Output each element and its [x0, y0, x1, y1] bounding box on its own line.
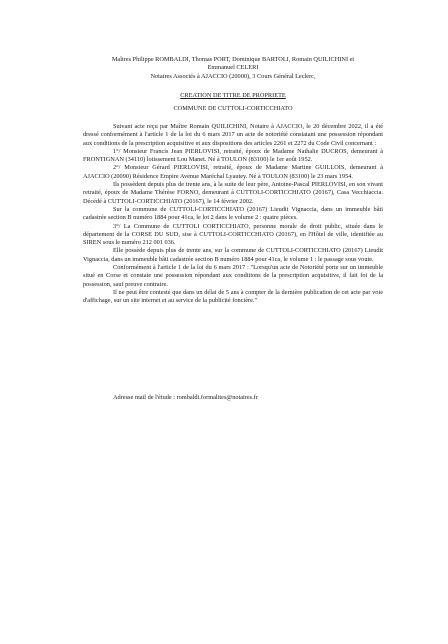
- paragraph: 1°/ Monsieur Francis Jean PIERLOVISI, retraité, époux de Madame Nathalie DUCROS, demeurant à FRONTIGNAN (34110) lotissement Lou Manet. Né à TOULON (83100) le 1er août 1952.: [83, 147, 383, 164]
- paragraph: Elle possède depuis plus de trente ans, sur la commune de CUTTOLI-CORTICCHIATO (20167) Lieudit Vignaccia, dans un immeuble bâti cadastrée section B numéro 1884 pour 41ca, le volume 1 : le passage sous voute.: [83, 247, 383, 263]
- paragraph: 2°/ Monsieur Gérard PIERLOVISI, retraité, époux de Madame Martine GUILLOIS, demeurant à AJACCIO (20090) Résidence Empire Avenue Maréchal Lyautey. Né à TOULON (83100) le 23 mars 1954.: [83, 164, 383, 180]
- document-body: [83, 123, 383, 306]
- paragraph: 3°/ La Commune de CUTTOLI CORTICCHIATO, personne morale de droit public, située dans le département de la CORSE DU SUD, sise à CUTTOLI-CORTICCHIATO (20167), en l'Hôtel de ville, identifiée au SIREN sous le numéro 212 001 036.: [83, 222, 383, 247]
- header-line-1: Maîtres Philippe ROMBALDI, Thomas PORT, Dominique BARTOLI, Romain QUILICHINI et: [111, 56, 355, 63]
- paragraph: Conformément à l'article 1 de la loi du 6 mars 2017 : "Lorsqu'un acte de Notoriété porte sur un immeuble situé en Corse et constate une possession répondant aux conditions de la prescription acquisitive, il fait foi de la possession, sauf preuve contraire.: [83, 264, 383, 288]
- paragraph: Il ne peut être contesté que dans un délai de 5 ans à compter de la dernière publication de cet acte par voie d'affichage, sur un site internet et au service de la publicité foncière.": [83, 288, 383, 305]
- commune-heading: COMMUNE DE CUTTOLI-CORTICCHIATO: [173, 105, 293, 112]
- paragraph: Suivant acte reçu par Maître Romain QUILICHINI, Notaire à AJACCIO, le 20 décembre 2022, il a été dressé conformément à l'article 1 de la loi du 6 mars 2017 un acte de notoriété constatant une possession répondant aux conditions de la prescription acquisitive et aux dispositions des articles 2261 et 2272 du Code Civil concernant :: [83, 123, 383, 147]
- paragraph: Ils possèdent depuis plus de trente ans, à la suite de leur père, Antoine-Pascal PIERLOVISI, en son vivant retraité, époux de Madame Thérèse FORNO, demeurant à CUTTOLI-CORTICCHIATO (20167), Casa Vecchiaccia. Décédé à CUTTOLI-CORTICCHIATO (20167), le 14 février 2002.: [83, 181, 383, 205]
- office-email: Adresse mail de l'étude : rombaldi.formalites@notaires.fr: [113, 394, 258, 401]
- header-line-3: Notaires Associés à AJACCIO (20000), 3 Cours Général Leclerc,: [150, 72, 316, 80]
- header-line-2: Emmanuel CELERI: [207, 64, 259, 72]
- notary-header: [83, 56, 383, 81]
- document-title: CREATION DE TITRE DE PROPRIETE: [180, 92, 286, 99]
- paragraph: Sur la commune de CUTTOLI-CORTICCHIATO (20167) Lieudit Vignaccia, dans un immeuble bâti cadastrée section B numéro 1884 pour 41ca, le lot 2 dans le volume 2 : quatre pièces.: [83, 205, 383, 222]
